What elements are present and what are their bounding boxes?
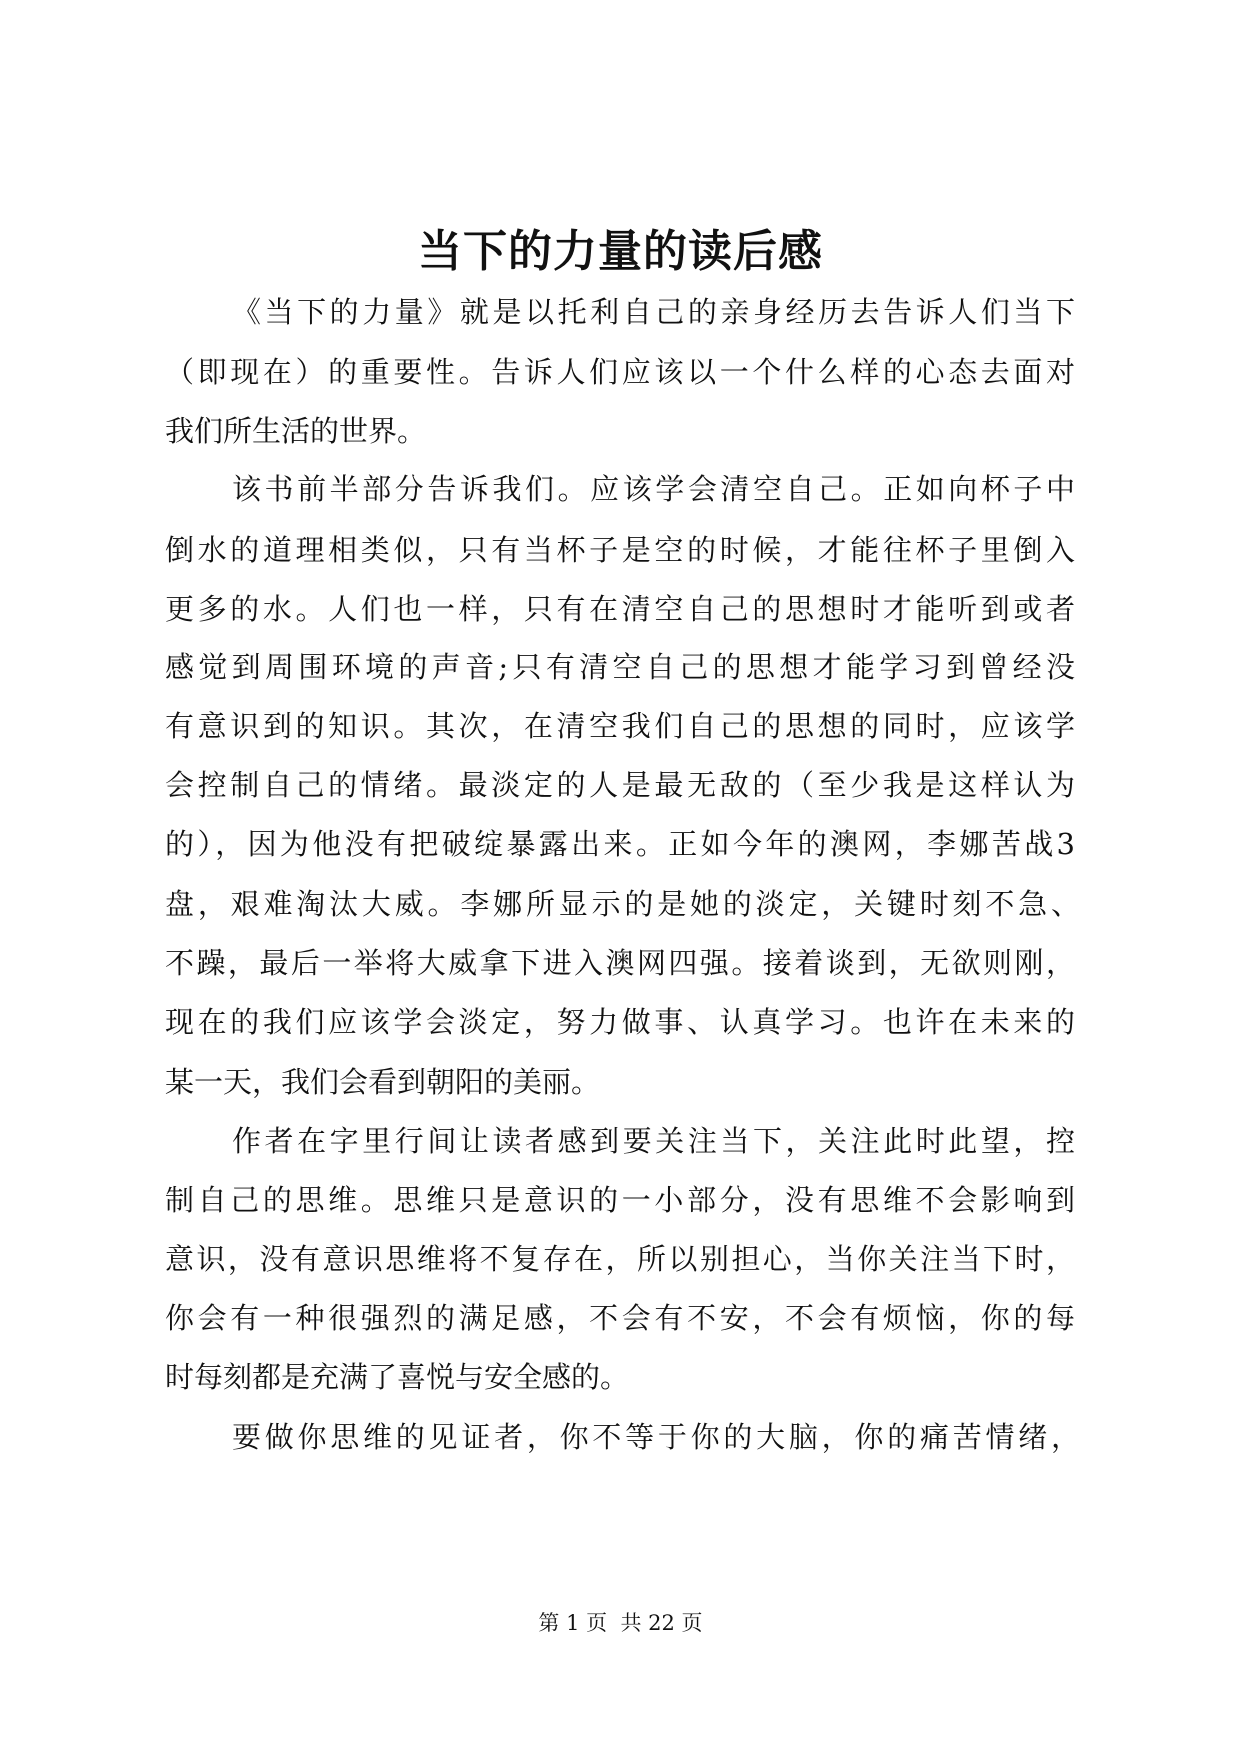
text-line: 某一天，我们会看到朝阳的美丽。 (165, 1065, 601, 1099)
text-line: 时每刻都是充满了喜悦与安全感的。 (165, 1360, 630, 1394)
text-line: 盘，艰难淘汰大威。李娜所显示的是她的淡定，关键时刻不急、 (165, 887, 1084, 921)
text-line: 制自己的思维。思维只是意识的一小部分，没有思维不会影响到 (165, 1183, 1079, 1217)
text-line: 不躁，最后一举将大威拿下进入澳网四强。接着谈到，无欲则刚， (165, 946, 1078, 980)
text-line: 的），因为他没有把破绽暴露出来。正如今年的澳网，李娜苦战3 (165, 827, 1079, 861)
text-line: 现在的我们应该学会淡定，努力做事、认真学习。也许在未来的 (165, 1005, 1079, 1039)
text-line: 更多的水。人们也一样，只有在清空自己的思想时才能听到或者 (165, 592, 1079, 626)
text-line: 会控制自己的情绪。最淡定的人是最无敌的（至少我是这样认为 (165, 768, 1079, 802)
text-line: 倒水的道理相类似，只有当杯子是空的时候，才能往杯子里倒入 (165, 533, 1079, 567)
text-line: 我们所生活的世界。 (165, 414, 427, 448)
text-line: 感觉到周围环境的声音;只有清空自己的思想才能学习到曾经没 (165, 650, 1080, 684)
document-title: 当下的力量的读后感 (418, 226, 823, 277)
text-line: 作者在字里行间让读者感到要关注当下，关注此时此望，控 (232, 1124, 1079, 1158)
text-line: 该书前半部分告诉我们。应该学会清空自己。正如向杯子中 (232, 472, 1079, 506)
text-line: 要做你思维的见证者，你不等于你的大脑，你的痛苦情绪， (232, 1420, 1084, 1454)
text-line: （即现在）的重要性。告诉人们应该以一个什么样的心态去面对 (165, 355, 1079, 389)
text-line: 你会有一种很强烈的满足感，不会有不安，不会有烦恼，你的每 (165, 1301, 1079, 1335)
page-footer: 第 1 页 共 22 页 (538, 1611, 703, 1635)
text-line: 《当下的力量》就是以托利自己的亲身经历去告诉人们当下 (232, 295, 1079, 329)
text-line: 意识，没有意识思维将不复存在，所以别担心，当你关注当下时， (165, 1242, 1078, 1276)
text-line: 有意识到的知识。其次，在清空我们自己的思想的同时，应该学 (165, 709, 1079, 743)
